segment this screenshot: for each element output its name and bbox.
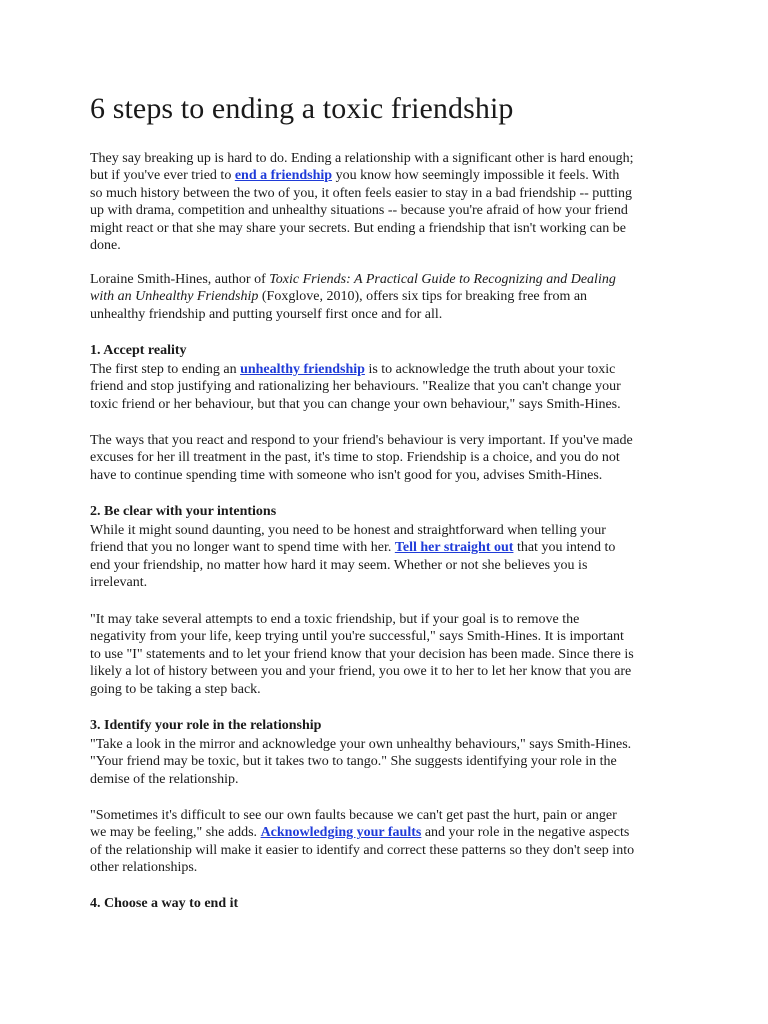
text-line: While it might sound daunting, you need to be honest and straightforward when telling your (90, 523, 606, 538)
step-3-heading: 3. Identify your role in the relationship (90, 718, 322, 733)
text-line: so much history between the two of you, it often feels easier to stay in a bad friendship -- putting (90, 185, 632, 201)
text-line: They say breaking up is hard to do. Ending a relationship with a significant other is hard enough; (90, 151, 634, 166)
article-title: 6 steps to ending a toxic friendship (90, 92, 514, 125)
step-2-paragraph-1 (90, 522, 672, 592)
text-line: The ways that you react and respond to your friend's behaviour is very important. If you've made (90, 433, 633, 448)
text-line: negativity from your life, keep trying until you're successful," says Smith-Hines. It is important (90, 629, 624, 645)
step-2-heading: 2. Be clear with your intentions (90, 504, 277, 519)
text-line: with an Unhealthy Friendship (Foxglove, 2010), offers six tips for breaking free from an (90, 289, 588, 305)
text-line: to use "I" statements and to let your friend know that your decision has been made. Since there is (90, 646, 634, 662)
text-line: have to continue spending time with someone who isn't good for you, advises Smith-Hines. (90, 467, 603, 483)
text-line: unhealthy friendship and putting yourself first once and for all. (90, 306, 443, 322)
step-3-paragraph-2 (90, 807, 672, 877)
step-3-paragraph-1 (90, 736, 672, 788)
text-line: might react or that she may share your secrets. But ending a friendship that isn't working can be (90, 220, 626, 236)
text-line: The first step to ending an unhealthy friendship is to acknowledge the truth about your toxic (90, 362, 616, 377)
text-line: "It may take several attempts to end a toxic friendship, but if your goal is to remove the (90, 612, 580, 627)
text-line: other relationships. (90, 860, 198, 876)
text-line: demise of the relationship. (90, 771, 239, 787)
intro-paragraph (90, 150, 672, 254)
text-line: likely a lot of history between you and your friend, you owe it to her to let her know that you are (90, 664, 632, 680)
text-line: end your friendship, no matter how hard it may seem. Whether or not she believes you is (90, 557, 588, 573)
step-1-paragraph-2 (90, 432, 672, 484)
text-line: toxic friend or her behaviour, but that you can change your own behaviour," says Smith-Hines. (90, 396, 621, 412)
text-line: going to be taking a step back. (90, 681, 261, 697)
text-line: friend that you no longer want to spend time with her. Tell her straight out that you intend to (90, 540, 616, 556)
step-4-heading: 4. Choose a way to end it (90, 896, 239, 911)
text-line: but if you've ever tried to end a friendship you know how seemingly impossible it feels. With (90, 168, 620, 184)
text-line: friend and stop justifying and rationalizing her behaviours. "Realize that you can't change your (90, 379, 621, 395)
text-line: done. (90, 238, 121, 254)
acknowledging-your-faults-link[interactable]: Acknowledging your faults (260, 825, 422, 841)
text-line: "Take a look in the mirror and acknowledge your own unhealthy behaviours," says Smith-Hines. (90, 737, 632, 752)
step-1-heading: 1. Accept reality (90, 343, 187, 358)
text-line: "Your friend may be toxic, but it takes two to tango." She suggests identifying your role in the (90, 754, 617, 770)
text-line: irrelevant. (90, 575, 148, 591)
end-a-friendship-link[interactable]: end a friendship (234, 168, 333, 184)
step-2-paragraph-2 (90, 611, 672, 698)
text-line: Loraine Smith-Hines, author of Toxic Friends: A Practical Guide to Recognizing and Dealing (90, 272, 616, 287)
text-line: we may be feeling," she adds. Acknowledging your faults and your role in the negative aspects (90, 825, 630, 841)
book-title-continued: with an Unhealthy Friendship (90, 289, 259, 305)
text-line: of the relationship will make it easier to identify and correct these patterns so they don't seep into (90, 842, 635, 858)
book-title: Toxic Friends: A Practical Guide to Recognizing and Dealing (269, 272, 616, 287)
step-1-paragraph-1 (90, 361, 672, 413)
text-line: "Sometimes it's difficult to see our own faults because we can't get past the hurt, pain or anger (90, 808, 617, 823)
text-line: up with drama, competition and unhealthy situations -- because you're afraid of how your friend (90, 203, 628, 219)
tell-her-straight-out-link[interactable]: Tell her straight out (394, 540, 514, 556)
text-line: excuses for her ill treatment in the past, it's time to stop. Friendship is a choice, and you do not (90, 450, 620, 466)
author-paragraph (90, 271, 672, 323)
unhealthy-friendship-link[interactable]: unhealthy friendship (240, 362, 365, 377)
